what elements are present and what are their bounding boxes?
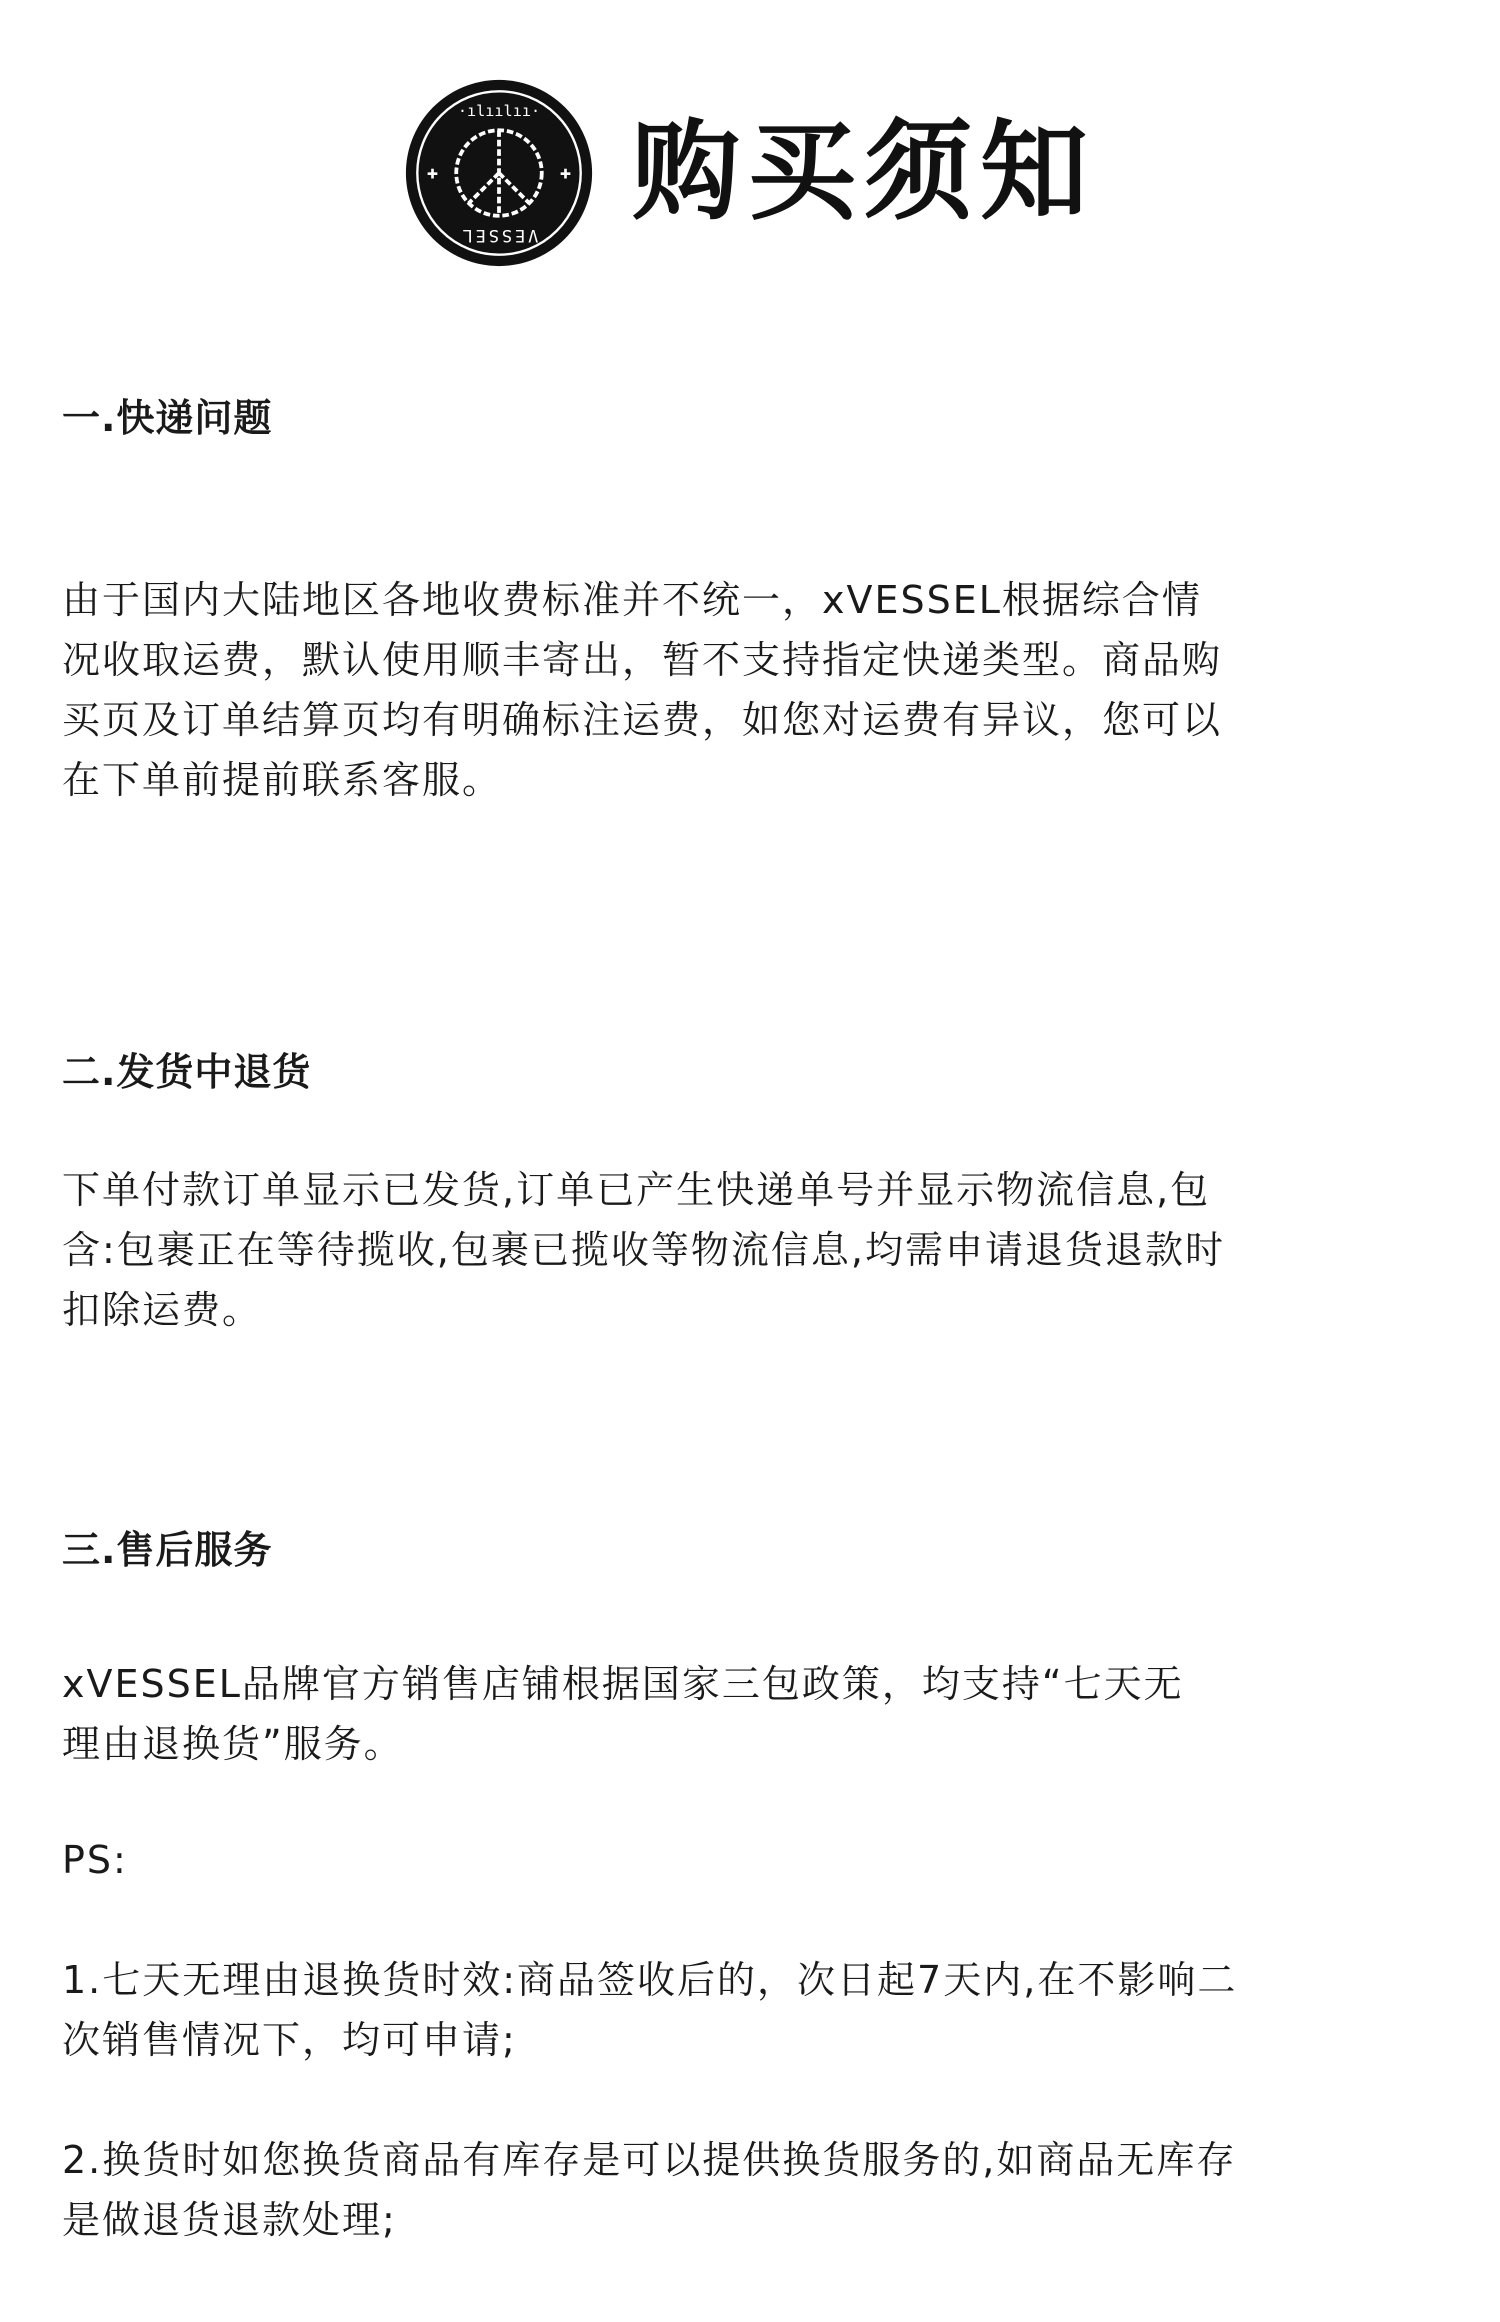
page-header (0, 78, 1500, 268)
text-line: 况收取运费，默认使用顺丰寄出，暂不支持指定快递类型。商品购 (62, 638, 1223, 682)
text-line: 理由退换货”服务。 (62, 1722, 404, 1766)
text-line: 下单付款订单显示已发货,订单已产生快递单号并显示物流信息,包 (62, 1168, 1211, 1212)
section-body-shipping (62, 570, 1222, 810)
text-line: 是做退货退款处理; (62, 2198, 397, 2242)
text-line: xVESSEL品牌官方销售店铺根据国家三包政策，均支持“七天无 (62, 1662, 1184, 1706)
text-line: 含:包裹正在等待揽收,包裹已揽收等物流信息,均需申请退货退款时 (62, 1228, 1225, 1272)
text-line: 买页及订单结算页均有明确标注运费，如您对运费有异议，您可以 (62, 698, 1223, 742)
svg-text:✚: ✚ (426, 167, 439, 183)
peace-sign-badge-icon (404, 78, 594, 268)
text-line: 在下单前提前联系客服。 (62, 758, 503, 802)
svg-text:✚: ✚ (559, 167, 572, 183)
ps-item-2 (62, 2130, 1236, 2250)
text-line: 1.七天无理由退换货时效:商品签收后的，次日起7天内,在不影响二 (62, 1958, 1238, 2002)
ps-label: PS: (62, 1838, 128, 1882)
section-heading-shipping: 一.快递问题 (62, 396, 273, 440)
section-heading-after-sales: 三.售后服务 (62, 1528, 273, 1572)
text-line: 次销售情况下，均可申请; (62, 2018, 517, 2062)
page-title: 购买须知 (631, 110, 1096, 235)
section-body-after-sales (62, 1654, 1184, 1774)
ps-item-1 (62, 1950, 1237, 2070)
text-line: 扣除运费。 (62, 1288, 263, 1332)
section-body-return-during-shipping (62, 1160, 1225, 1340)
logo-top-text: ·ılıılıı· (457, 102, 541, 120)
text-line: 由于国内大陆地区各地收费标准并不统一，xVESSEL根据综合情 (62, 578, 1202, 622)
section-heading-return-during-shipping: 二.发货中退货 (62, 1050, 312, 1094)
text-line: 2.换货时如您换货商品有库存是可以提供换货服务的,如商品无库存 (62, 2138, 1237, 2182)
logo-bottom-text: VESSEL (459, 225, 539, 245)
